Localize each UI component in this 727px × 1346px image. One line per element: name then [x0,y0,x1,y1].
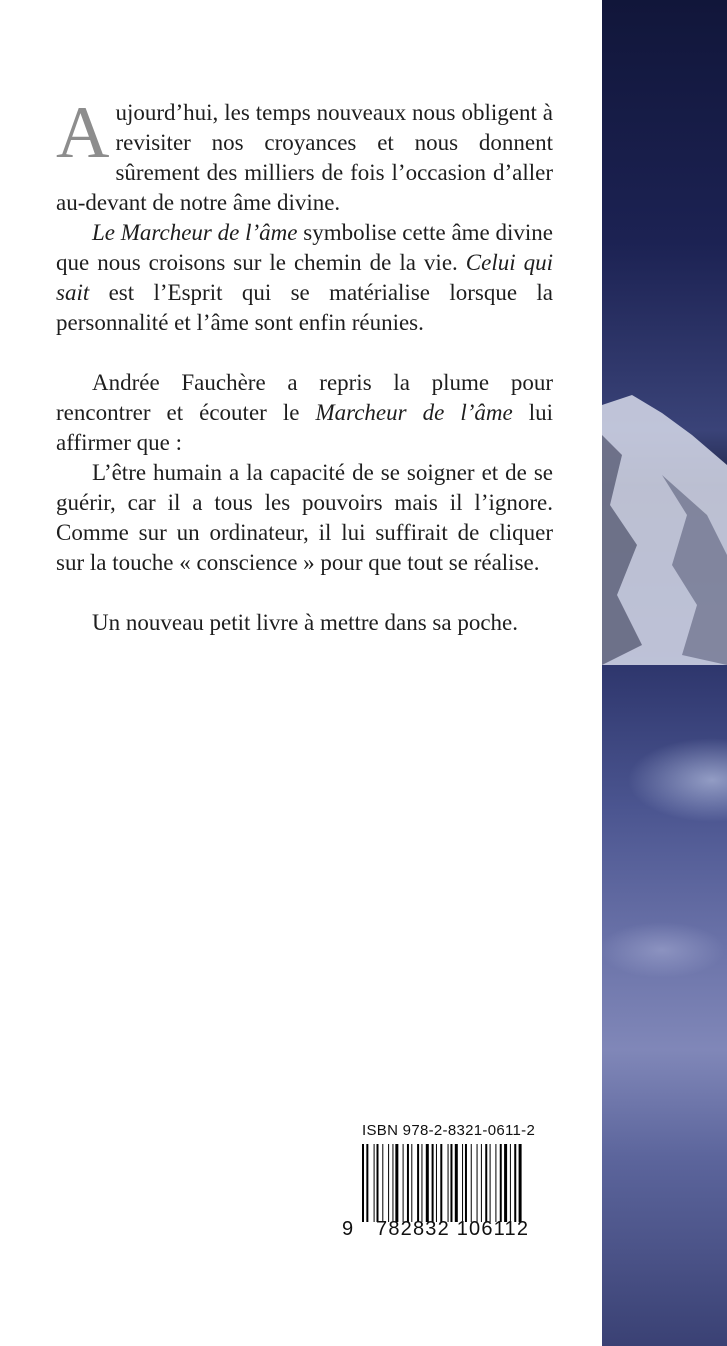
barcode-bar [481,1144,482,1222]
barcode-bar [392,1144,393,1222]
barcode-bar [495,1144,496,1222]
barcode-bar [432,1144,434,1222]
book-title-italic: Le Marcheur de l’âme [92,220,298,245]
barcode-bar [407,1144,409,1222]
barcode-bar [362,1144,364,1222]
blurb-p3-text-2: lui affirmer que : [56,400,554,455]
blurb-p3-text-1: Andrée Fauchère a repris la plume pour rencontrer et écouter le [56,370,553,425]
barcode-bar [440,1144,442,1222]
barcode-bar [504,1144,507,1222]
blurb-paragraph-1 [56,92,553,218]
barcode-bar [455,1144,458,1222]
barcode-bar [519,1144,522,1222]
barcode-bar [500,1144,502,1222]
barcode-bar [421,1144,422,1222]
barcode-bar [374,1144,375,1222]
back-cover-blurb [56,92,554,638]
book-title-italic-2: Marcheur de l’âme [315,400,513,425]
barcode-lead-digit: 9 [342,1218,354,1240]
barcode-bar [477,1144,478,1222]
barcode-bar [377,1144,379,1222]
barcode-bar [490,1144,491,1222]
barcode-bar [448,1144,449,1222]
barcode-bar [510,1144,511,1222]
cover-image-strip [602,0,727,1346]
blurb-paragraph-3 [56,368,553,458]
barcode-bar [417,1144,419,1222]
blurb-paragraph-2 [56,218,553,338]
barcode-bar [403,1144,404,1222]
barcode-bar [426,1144,429,1222]
barcode-digits: 782832 106112 [376,1218,530,1240]
drop-cap: A [56,92,110,174]
blurb-p2-text-1: symbolise cette âme divine que nous croisons sur le chemin de la vie. [56,220,554,275]
blurb-p4-text: L’être humain a la capacité de se soigner et de se guérir, car il a tous les pouvoirs mais il l’ignore. Comme sur un ordinateur, il lui suffirait de cliquer sur la touche « conscience » pour que tout se réalise. [56,460,553,575]
barcode-bar [514,1144,516,1222]
blurb-paragraph-5 [56,608,553,638]
isbn-barcode [340,1118,556,1250]
snowy-mountain-ridge [602,395,727,665]
isbn-label: ISBN 978-2-8321-0611-2 [362,1122,536,1139]
barcode-bar [366,1144,368,1222]
barcode-bar [395,1144,398,1222]
barcode-bars [362,1144,552,1222]
barcode-bar [411,1144,412,1222]
barcode-bar [450,1144,452,1222]
blurb-p5-text: Un nouveau petit livre à mettre dans sa poche. [92,610,518,635]
blurb-p2-text-2: est l’Esprit qui se matérialise lorsque la personnalité et l’âme sont enfin réunies. [56,280,553,335]
blurb-p1-text: ujourd’hui, les temps nouveaux nous obligent à revisiter nos croyances et nous donnent sûrement des milliers de fois l’occasion d’aller au-devant de notre âme divine. [56,100,553,215]
blurb-paragraph-4 [56,458,553,578]
barcode-bar [462,1144,463,1222]
barcode-bar [436,1144,437,1222]
barcode-bar [485,1144,487,1222]
barcode-bar [382,1144,383,1222]
barcode-bar [388,1144,389,1222]
celui-qui-sait-italic: Celui qui sait [56,250,553,305]
barcode-bar [471,1144,472,1222]
barcode-bar [465,1144,467,1222]
